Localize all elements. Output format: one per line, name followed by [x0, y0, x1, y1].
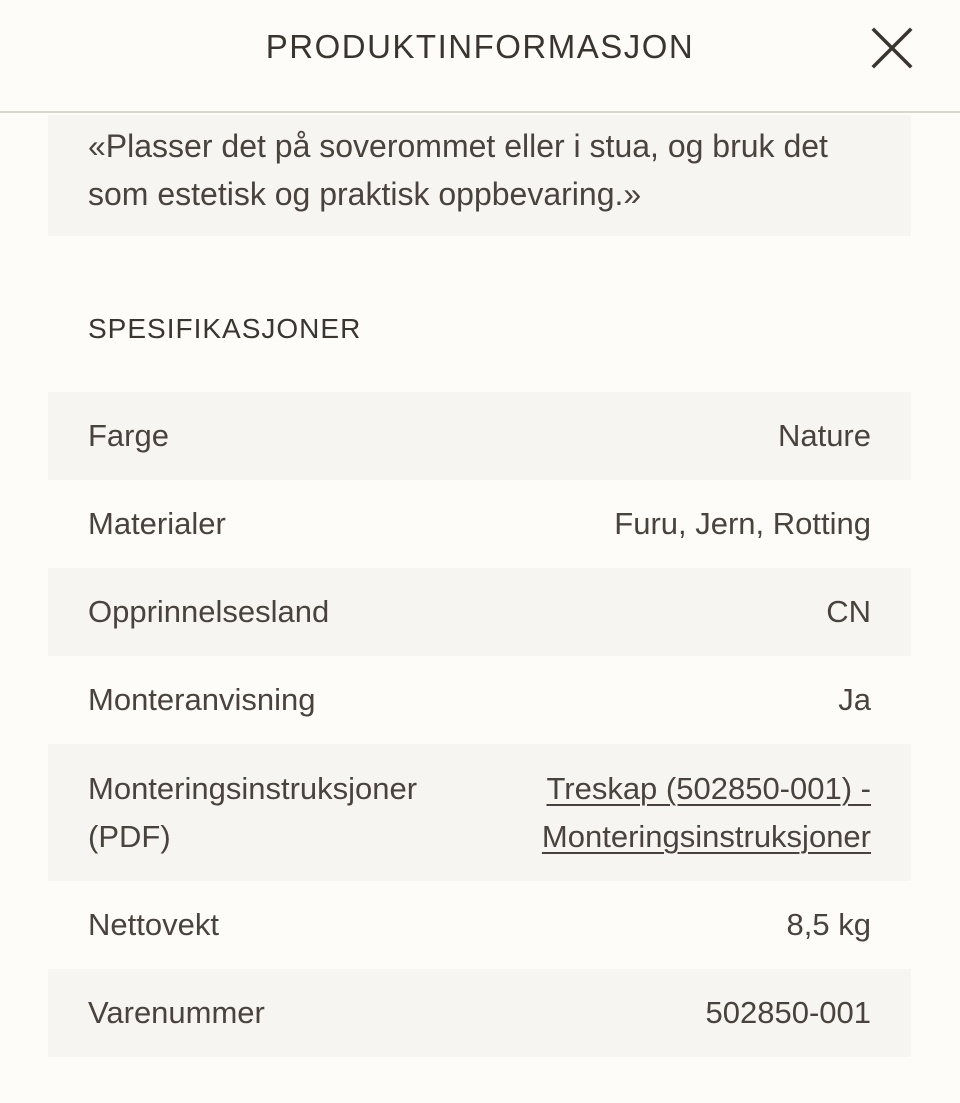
spec-value: Furu, Jern, Rotting [614, 506, 871, 541]
spec-row-assembly-guide [48, 656, 911, 744]
spec-row-net-weight [48, 881, 911, 969]
spec-value: 8,5 kg [786, 907, 871, 942]
spec-row-color [48, 392, 911, 480]
close-button[interactable] [868, 24, 916, 72]
assembly-instructions-pdf-link[interactable]: Treskap (502850-001) - Monteringsinstruksjoner [541, 770, 871, 854]
spec-value: 502850-001 [705, 995, 871, 1030]
specifications-heading: SPESIFIKASJONER [88, 313, 362, 344]
spec-label: Monteranvisning [88, 682, 316, 717]
spec-label: Materialer [88, 506, 226, 541]
spec-label: Nettovekt [88, 907, 219, 942]
spec-value: CN [826, 594, 871, 629]
spec-label: Monteringsinstruksjoner (PDF) [88, 770, 418, 854]
close-icon [868, 24, 916, 72]
product-description-box [48, 115, 911, 236]
spec-row-country-of-origin [48, 568, 911, 656]
spec-row-item-number [48, 969, 911, 1057]
spec-value: Ja [838, 682, 871, 717]
spec-row-materials [48, 480, 911, 568]
spec-label: Opprinnelsesland [88, 594, 330, 629]
spec-label: Varenummer [88, 995, 265, 1030]
specifications-table [48, 392, 911, 1057]
page-title: PRODUKTINFORMASJON [265, 28, 695, 65]
modal-header [0, 0, 960, 113]
spec-label: Farge [88, 418, 169, 453]
spec-row-assembly-instructions [48, 744, 911, 881]
product-description-quote: «Plasser det på soverommet eller i stua, og bruk det som estetisk og praktisk oppbevaring.» [88, 128, 828, 212]
spec-value: Nature [777, 418, 871, 453]
